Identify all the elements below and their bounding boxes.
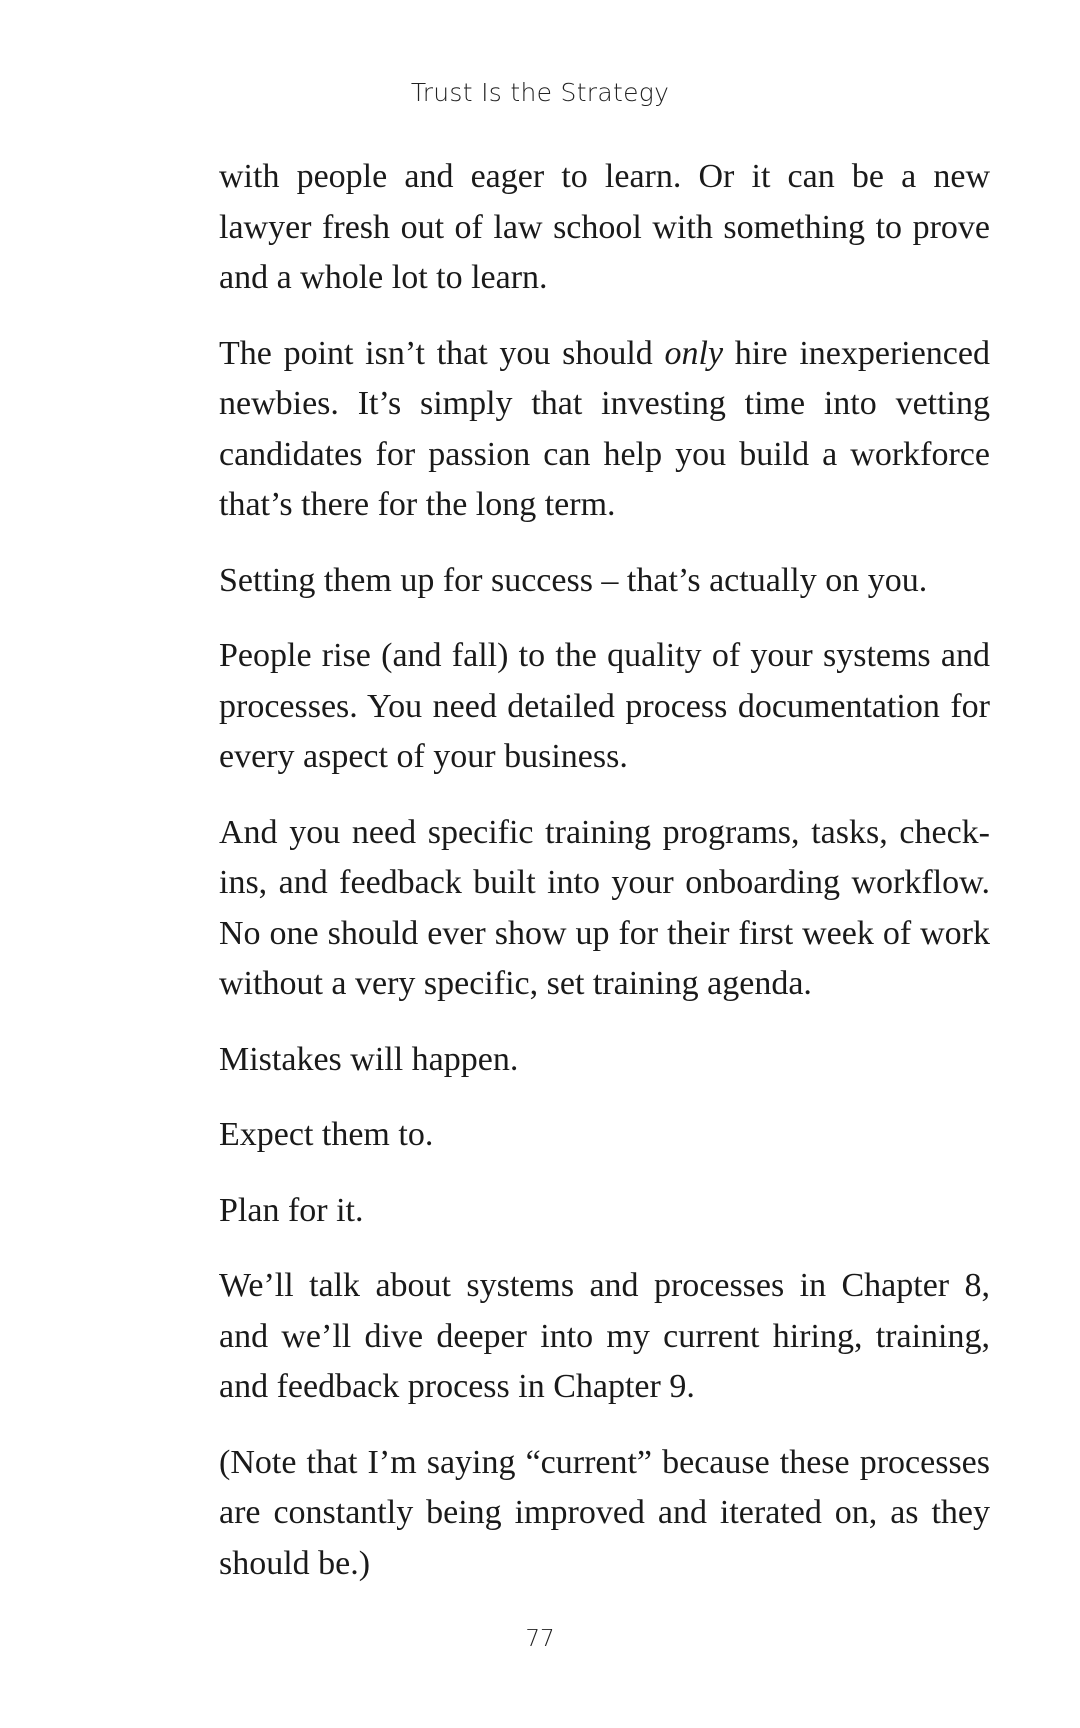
running-header: Trust Is the Strategy [410,78,670,107]
paragraph-5: And you need specific training programs, tasks, check-ins, and feedback built into your onboarding workflow. No one should ever show up for their first week of work without a very specific, set training agenda. [219,813,990,1002]
paragraph-2 [219,329,990,531]
paragraph-3: Setting them up for success – that’s actually on you. [219,561,928,599]
paragraph-6: Mistakes will happen. [219,1040,519,1078]
paragraph-4: People rise (and fall) to the quality of your systems and processes. You need detailed process documentation for every aspect of your business. [219,637,990,775]
paragraph-2-rest: hire inexperienced newbies. It’s simply that investing time into vetting candidates for passion can help you build a workforce that’s there for the long term. [219,334,990,523]
paragraph-1: with people and eager to learn. Or it can be a new lawyer fresh out of law school with something to prove and a whole lot to learn. [219,158,990,296]
paragraph-7: Expect them to. [219,1116,434,1153]
paragraph-2-emphasis: only [664,334,724,372]
page-number: 77 [525,1626,555,1652]
paragraph-10: (Note that I’m saying “current” because these processes are constantly being improved and iterated on, as they should be.) [219,1443,990,1582]
paragraph-2-lead: The point isn’t that you should [219,334,665,372]
paragraph-8: Plan for it. [219,1191,364,1229]
body-text [219,152,990,1614]
paragraph-9: We’ll talk about systems and processes in Chapter 8, and we’ll dive deeper into my current hiring, training, and feedback process in Chapter 9. [219,1267,990,1405]
